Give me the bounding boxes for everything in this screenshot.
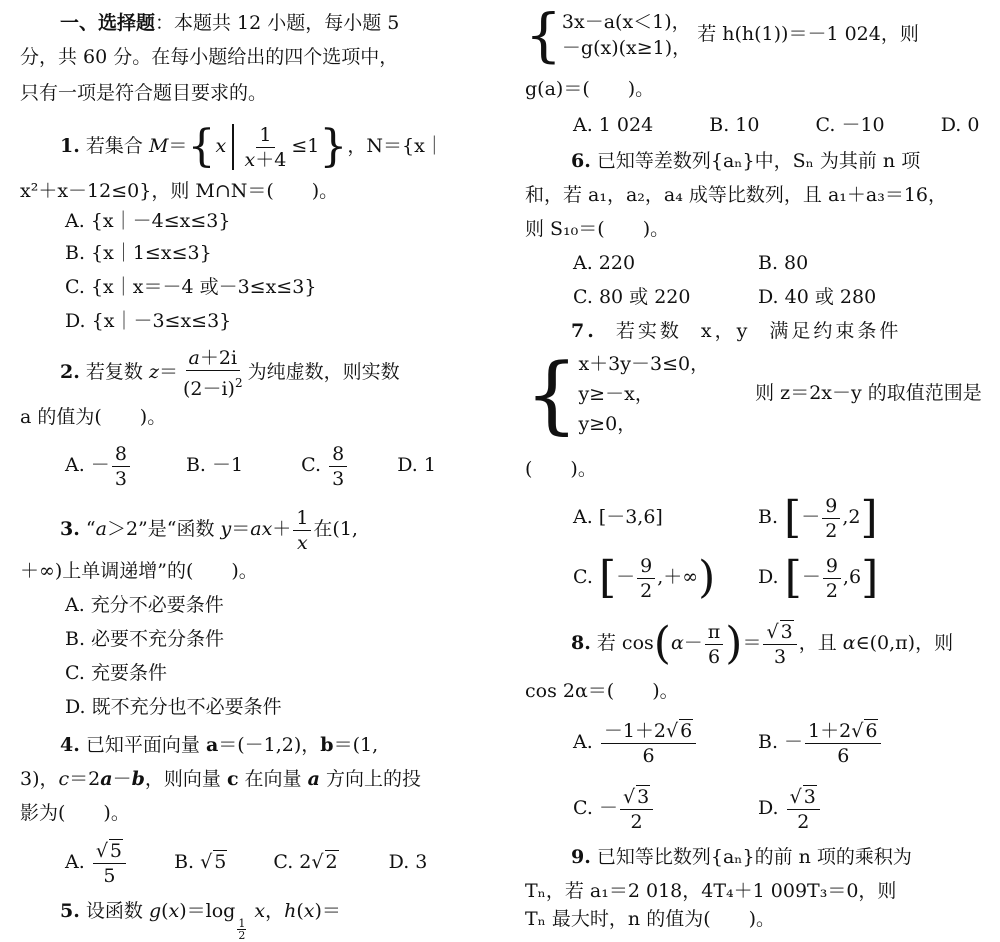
- q2-option-a: A. － $\frac{8}{3}$: [65, 454, 132, 476]
- q2-option-b: B. －1: [185, 454, 244, 476]
- q4-stem-a: 已知平面向量 a＝(－1,2)，b＝(1,: [85, 734, 379, 756]
- q9-stem-c: Tₙ 最大时，n 的值为( )。: [525, 908, 776, 930]
- q3-option-a: A. 充分不必要条件: [65, 594, 224, 616]
- q8-option-c: C. － $\frac{√ 3}{2}$: [573, 797, 655, 819]
- q6-stem-a: 已知等差数列{aₙ}中，Sₙ 为其前 n 项: [596, 150, 921, 172]
- q5-option-c: C. －10: [815, 114, 885, 136]
- section-instruction-3: 只有一项是符合题目要求的。: [20, 82, 268, 104]
- q5-stem-c: g(a)＝( )。: [525, 78, 655, 100]
- right-column: [525, 0, 985, 936]
- q3-number: 3.: [60, 518, 80, 540]
- q8-stem-b: cos 2α＝( )。: [525, 680, 679, 702]
- q5-option-a: A. 1 024: [573, 114, 654, 136]
- q3-option-b: B. 必要不充分条件: [65, 628, 225, 650]
- q6-option-c: C. 80 或 220: [573, 286, 691, 308]
- q4-stem-line-1: [60, 732, 378, 758]
- q1-option-c: C. {x｜x＝－4 或－3≤x≤3}: [65, 276, 317, 298]
- q4-option-c: C. 2√ 2: [273, 851, 338, 873]
- q2-stem-b: 为纯虚数，则实数: [247, 361, 400, 383]
- q7-stem-line-1: [571, 318, 901, 344]
- q1-number: 1.: [60, 135, 80, 157]
- q7-case-3: y≥0，: [578, 413, 637, 435]
- q5-stem-a: 设函数 g(x)＝log $\frac{1}{2}$ x，h(x)＝: [85, 900, 341, 942]
- q1-stem-a: 若集合: [85, 135, 143, 157]
- q8-options-row-1: [573, 716, 878, 768]
- q5-case-2: －g(x)(x≥1)，: [561, 37, 692, 59]
- q6-option-d: D. 40 或 280: [758, 286, 877, 308]
- q2-stem-line-1: [60, 346, 400, 400]
- q2-options: [65, 440, 436, 490]
- left-column: [20, 0, 488, 942]
- q8-option-b: B. － $\frac{1+2√ 6}{6}$: [758, 716, 883, 768]
- q6-stem-line-1: [571, 148, 920, 174]
- q5-stem-b: 若 h(h(1))＝－1 024，则: [697, 23, 919, 45]
- q8-stem-a: 若 cos(α－ $\frac{\pi}{6}$ )＝ $\frac{√ 3}{3}$ ，且 α∈(0,π)，则: [596, 618, 954, 669]
- q6-stem-b: 和，若 a₁，a₂，a₄ 成等比数列，且 a₁＋a₃＝16，: [525, 184, 948, 206]
- q8-option-d: D. $\frac{√ 3}{2}$: [758, 782, 822, 834]
- q1-option-a: A. {x｜－4≤x≤3}: [65, 210, 231, 232]
- q6-option-b: B. 80: [758, 252, 809, 274]
- q5-option-b: B. 10: [709, 114, 760, 136]
- q8-option-a: A. $\frac{-1+2√ 6}{6}$: [573, 731, 698, 753]
- q3-stem-a: “a＞2”是“函数 y＝ax＋ $\frac{1}{x}$ 在(1,: [85, 506, 358, 554]
- q6-number: 6.: [571, 150, 591, 172]
- q2-stem-c: a 的值为( )。: [20, 406, 167, 428]
- q5-stem-line-1: [60, 898, 341, 941]
- q9-stem-b: Tₙ，若 a₁＝2 018，4T₄＋1 009T₃＝0，则: [525, 880, 897, 902]
- q7-case-1: x＋3y－3≤0，: [578, 353, 710, 375]
- q5-case-1: 3x－a(x＜1)，: [561, 11, 691, 33]
- q1-option-b: B. {x｜1≤x≤3}: [65, 242, 212, 264]
- section-header: [60, 10, 399, 36]
- q7-constraints: { x＋3y－3≤0， y≥－x， y≥0， 则 z＝2x－y 的取值范围是: [525, 345, 982, 443]
- section-instruction-2: 分，共 60 分。在每小题给出的四个选项中，: [20, 46, 399, 68]
- q3-option-d: D. 既不充分也不必要条件: [65, 696, 282, 718]
- q7-stem-c: ( )。: [525, 458, 597, 480]
- q2-stem-a: 若复数: [85, 361, 143, 383]
- q2-option-d: D. 1: [397, 454, 436, 476]
- q2-formula: z＝ $\frac{a+2i}{(2-i)^2}$: [148, 346, 243, 400]
- q2-option-c: C. $\frac{8}{3}$: [301, 454, 349, 476]
- q3-option-c: C. 充要条件: [65, 662, 167, 684]
- q7-options-row-2: [573, 552, 879, 603]
- q6-stem-c: 则 S₁₀＝( )。: [525, 218, 670, 240]
- section-instruction-1: ：本题共 12 小题，每小题 5: [155, 12, 400, 34]
- q3-stem-line-1: [60, 504, 358, 554]
- q5-number: 5.: [60, 900, 80, 922]
- q4-stem-b: 3)，c＝2a－b，则向量 c 在向量 a 方向上的投: [20, 768, 421, 790]
- q4-number: 4.: [60, 734, 80, 756]
- q5-options: [573, 112, 979, 138]
- q1-stem-b: ，N＝{x｜: [347, 135, 444, 157]
- q1-stem-c: x²＋x－12≤0}，则 M∩N＝( )。: [20, 180, 339, 202]
- q7-stem-b: 则 z＝2x－y 的取值范围是: [755, 382, 982, 404]
- q1-stem-line-1: [60, 116, 444, 176]
- q7-option-c: C. [－ $\frac{9}{2}$ ,＋∞): [573, 552, 716, 603]
- q6-option-a: A. 220: [573, 252, 636, 274]
- q9-stem-a: 已知等比数列{aₙ}的前 n 项的乘积为: [596, 846, 912, 868]
- q2-number: 2.: [60, 361, 80, 383]
- q4-options: [65, 836, 427, 888]
- q1-option-d: D. {x｜－3≤x≤3}: [65, 310, 232, 332]
- q7-number: 7.: [571, 320, 597, 342]
- q4-option-d: D. 3: [388, 851, 428, 873]
- q7-options-row-1: [573, 492, 878, 543]
- q8-stem-line-1: [571, 618, 953, 668]
- q4-option-b: B. √ 5: [174, 851, 227, 873]
- q8-number: 8.: [571, 632, 591, 654]
- q4-stem-c: 影为( )。: [20, 802, 130, 824]
- q7-stem-a: 若实数 x，y 满足约束条件: [615, 320, 902, 342]
- q7-option-b: B. [－ $\frac{9}{2}$ ,2]: [758, 492, 878, 543]
- q9-number: 9.: [571, 846, 591, 868]
- q5-piecewise: { 3x－a(x＜1)， －g(x)(x≥1)， 若 h(h(1))＝－1 024，则: [525, 1, 919, 69]
- q7-option-a: A. [－3,6]: [573, 506, 663, 528]
- section-title: 一、选择题: [60, 12, 156, 34]
- q5-option-d: D. 0: [940, 114, 980, 136]
- q9-stem-line-1: [571, 844, 912, 870]
- q7-case-2: y≥－x，: [578, 383, 654, 405]
- q1-set-m: M＝{x $\frac{1}{x+4}$ ≤1}: [148, 121, 348, 172]
- q4-option-a: A. $\frac{√ 5}{5}$: [65, 851, 128, 873]
- q3-stem-b: ＋∞)上单调递增”的( )。: [20, 560, 258, 582]
- q8-options-row-2: [573, 782, 816, 834]
- q7-option-d: D. [－ $\frac{9}{2}$ ,6]: [758, 552, 879, 603]
